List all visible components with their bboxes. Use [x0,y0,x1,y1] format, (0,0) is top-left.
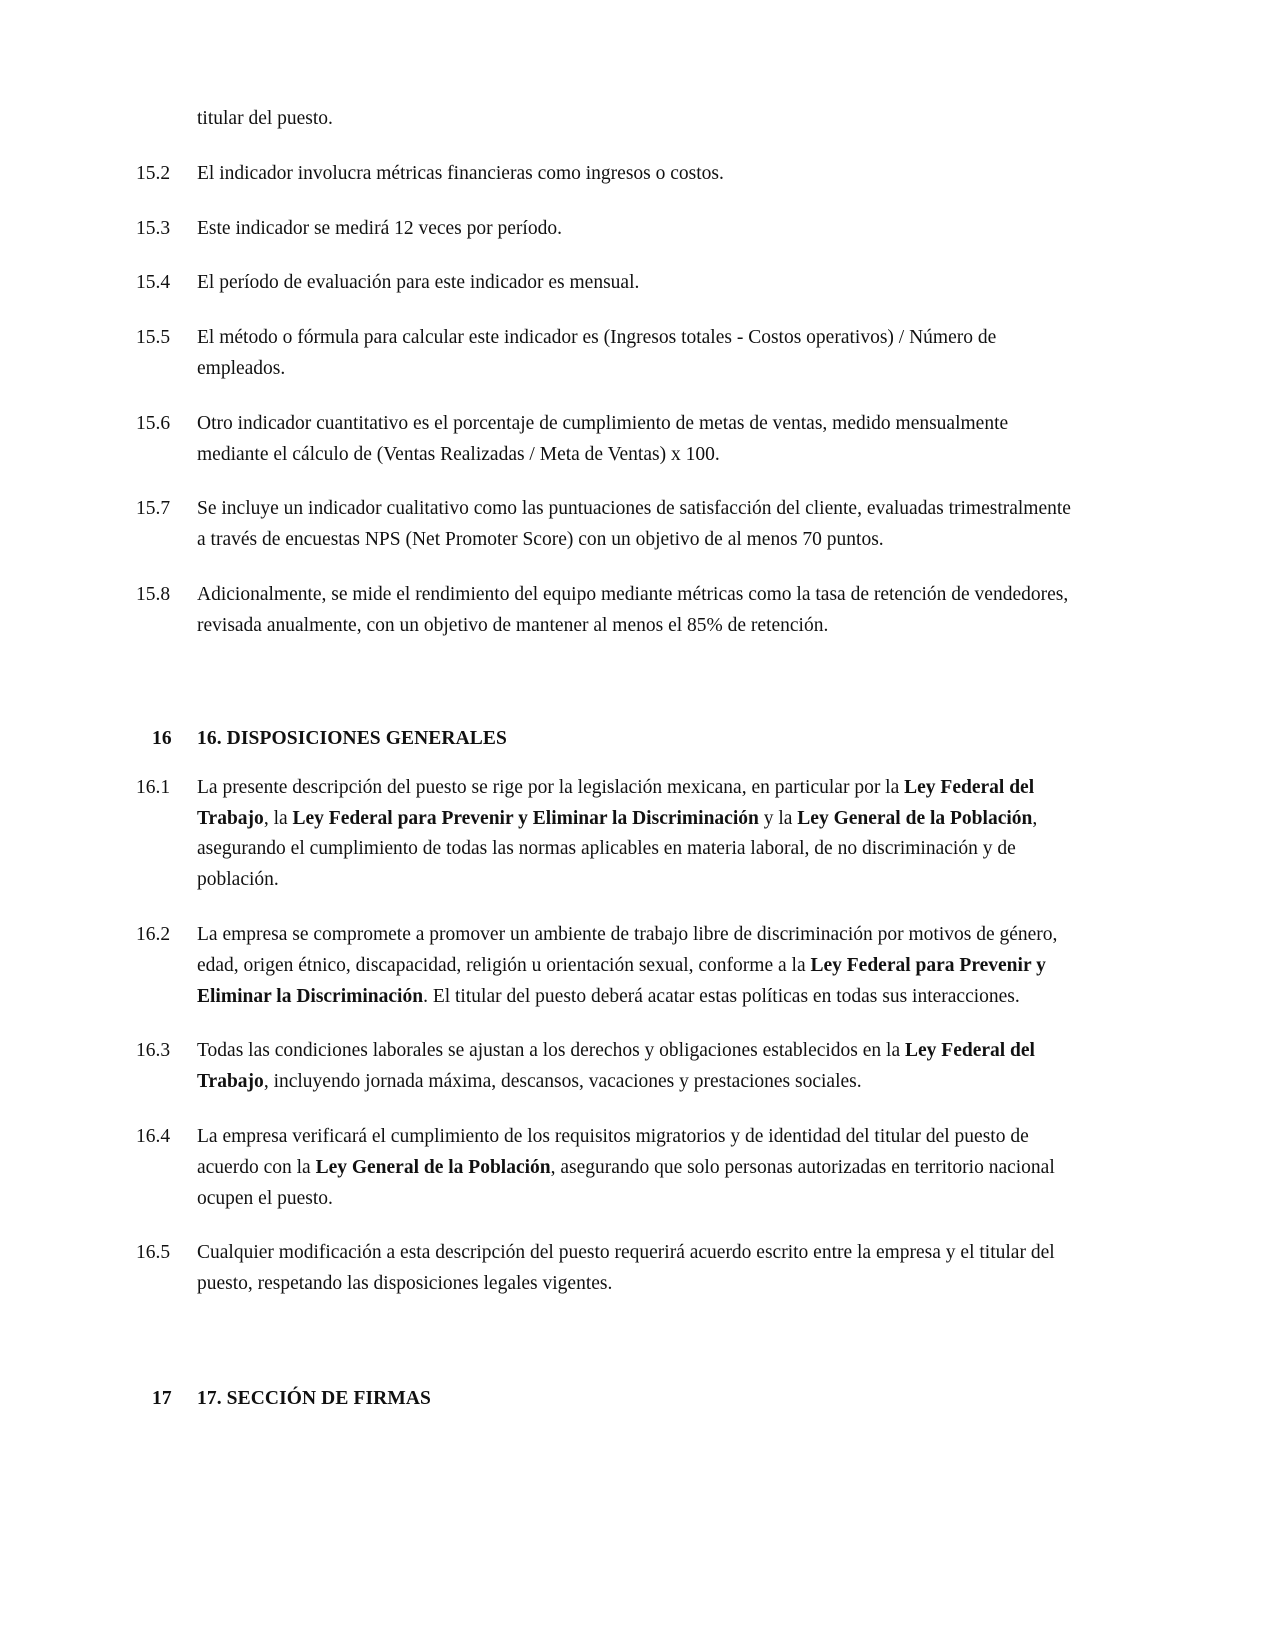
clause-text: Se incluye un indicador cualitativo como las puntuaciones de satisfacción del cliente, evaluadas trimestralmente a través de encuestas NPS (Net Promoter Score) con un objetivo de al menos 70 puntos. [197,498,1071,551]
clause-number: 16.3 [136,1040,171,1062]
clause-number: 15.8 [136,583,171,605]
clause-text-run: Cualquier modificación a esta descripción del puesto requerirá acuerdo escrito entre la empresa y el titular del puesto, respetando las disposiciones legales vigentes. [197,1242,1055,1295]
clause-number: 16.4 [136,1125,171,1147]
heading-17-spacer-top [136,1324,1076,1384]
clause-row [136,773,1076,896]
clause-text-run: , asegurando el cumplimiento de todas las normas aplicables en materia laboral, de no discriminación y de población. [197,807,1038,891]
clause-row [136,1238,1076,1300]
clause-text-bold-run: Ley Federal del Trabajo [197,776,1035,829]
clause-number: 15.6 [136,412,171,434]
clause-text-run: , asegurando que solo personas autorizadas en territorio nacional ocupen el puesto. [197,1156,1055,1209]
clause-text [197,1238,1076,1300]
page-content [136,104,1076,1413]
clause-row [136,580,1076,642]
clause-text-bold-run: Ley Federal del Trabajo [197,1040,1035,1093]
clause-text-run: , incluyendo jornada máxima, descansos, vacaciones y prestaciones sociales. [263,1071,862,1093]
clause-row [136,1036,1076,1098]
clause-text [197,1122,1076,1214]
clause-text-bold-run: Ley General de la Población [797,807,1033,829]
clause-text-run: La presente descripción del puesto se rige por la legislación mexicana, en particular por la [197,776,905,798]
clause-text-run: La empresa verificará el cumplimiento de los requisitos migratorios y de identidad del titular del puesto de acuerdo con la [197,1125,1029,1178]
clause-text: Este indicador se medirá 12 veces por período. [197,217,562,239]
clause-text-run: y la [758,807,798,829]
orphan-line-text: titular del puesto. [197,108,333,129]
clause-row [136,159,1076,190]
clause-text: El indicador involucra métricas financieras como ingresos o costos. [197,162,724,184]
section-heading-17 [136,1384,1076,1413]
clause-number: 16.5 [136,1242,171,1264]
clause-text [197,920,1076,1012]
clause-row [136,268,1076,299]
clause-row [136,214,1076,245]
heading-spacer-bottom [136,753,1076,773]
clause-number: 15.3 [136,217,171,239]
clause-row [136,494,1076,556]
clause-text-run: . El titular del puesto deberá acatar estas políticas en todas sus interacciones. [423,985,1020,1007]
clause-text [197,1036,1076,1098]
clause-row [136,409,1076,471]
clause-row [136,1122,1076,1214]
clause-number: 15.4 [136,272,171,294]
heading-spacer-top [136,666,1076,724]
clause-number: 15.5 [136,327,171,349]
clause-row [136,323,1076,385]
clause-text: El método o fórmula para calcular este indicador es (Ingresos totales - Costos operativos) / Número de empleados. [197,327,997,379]
clause-number: 16.2 [136,924,171,945]
orphan-continuation-line [136,104,1076,135]
clause-text: Otro indicador cuantitativo es el porcentaje de cumplimiento de metas de ventas, medido mensualmente mediante el cálculo de (Ventas Realizadas / Meta de Ventas) x 100. [197,412,1009,465]
clause-text-bold-run: Ley Federal para Prevenir y Eliminar la Discriminación [292,807,759,829]
clause-number: 15.7 [136,498,171,520]
clause-text: Adicionalmente, se mide el rendimiento del equipo mediante métricas como la tasa de retención de vendedores, revisada anualmente, con un objetivo de mantener al menos el 85% de retención. [197,583,1069,636]
clause-text: El período de evaluación para este indicador es mensual. [197,272,640,294]
clause-number: 16.1 [136,776,171,798]
clause-number: 15.2 [136,162,171,184]
clause-list-15 [136,159,1076,642]
clause-text-bold-run: Ley Federal para Prevenir y Eliminar la Discriminación [197,954,1046,1007]
clause-text-bold-run: Ley General de la Población [315,1156,551,1178]
clause-text [197,773,1076,896]
section-17-title: 17. SECCIÓN DE FIRMAS [197,1387,431,1409]
section-16-number: 16 [152,727,172,749]
clause-text-run: , la [263,807,293,829]
clause-text-run: La empresa se compromete a promover un ambiente de trabajo libre de discriminación por motivos de género, edad, origen étnico, discapacidad, religión u orientación sexual, conforme a la [197,924,1058,976]
clause-list-16 [136,773,1076,1300]
section-heading-16 [136,724,1076,753]
section-16-title: 16. DISPOSICIONES GENERALES [197,727,507,749]
section-17-number: 17 [152,1387,172,1409]
clause-text-run: Todas las condiciones laborales se ajustan a los derechos y obligaciones establecidos en la [197,1040,905,1062]
clause-row [136,920,1076,1012]
